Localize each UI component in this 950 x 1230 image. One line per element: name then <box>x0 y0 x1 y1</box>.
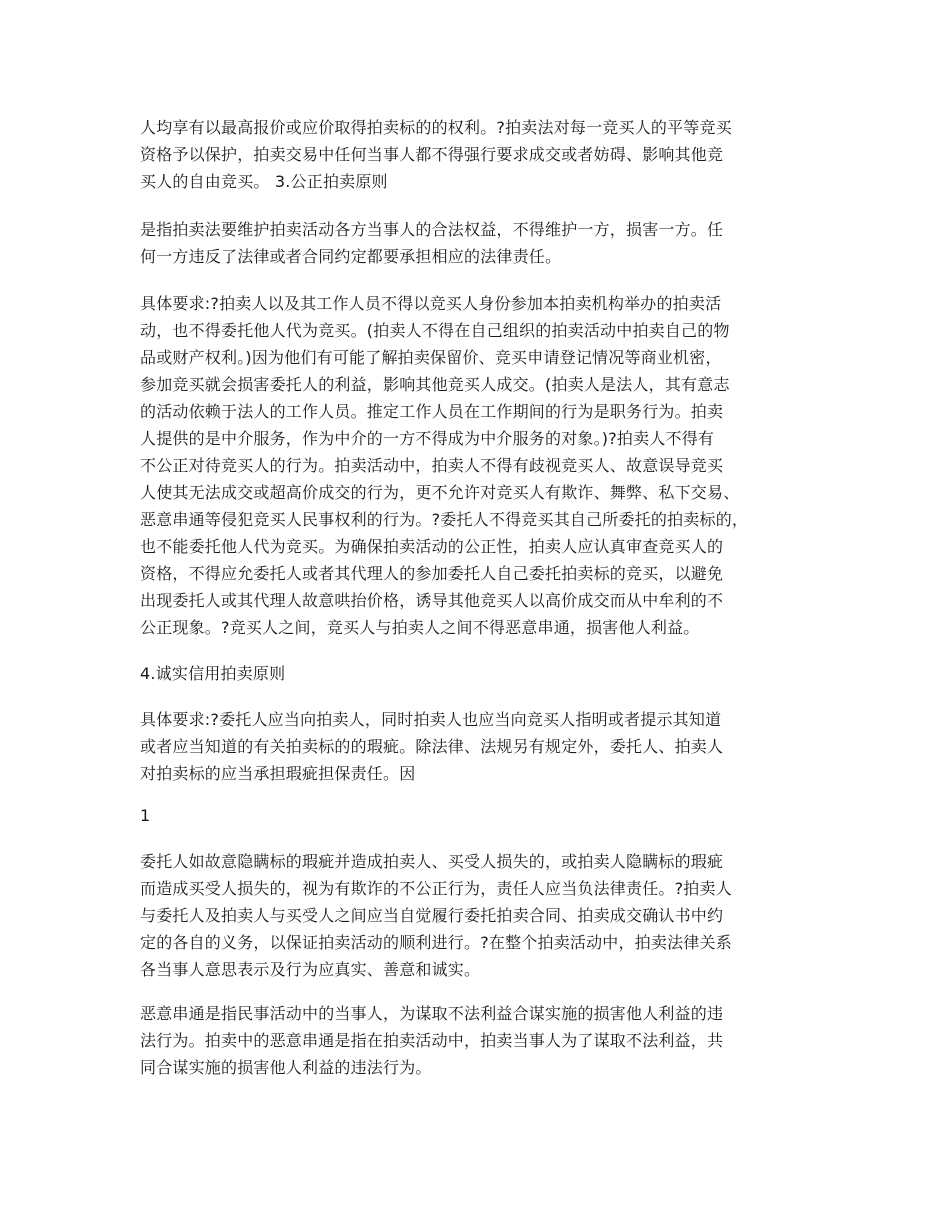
paragraph-concealment-liability <box>140 848 830 983</box>
text-line: 委托人如故意隐瞒标的瑕疵并造成拍卖人、买受人损失的，或拍卖人隐瞒标的瑕疵 <box>140 852 724 871</box>
text-line: 也不能委托他人代为竞买。为确保拍卖活动的公正性，拍卖人应认真审查竞买人的 <box>140 537 724 556</box>
text-line: 具体要求:?拍卖人以及其工作人员不得以竞买人身份参加本拍卖机构举办的拍卖活 <box>140 294 722 313</box>
section-heading-good-faith <box>140 660 830 687</box>
paragraph-fairness-definition <box>140 216 830 270</box>
text-line: 资格予以保护，拍卖交易中任何当事人都不得强行要求成交或者妨碍、影响其他竞 <box>140 145 724 164</box>
text-line: 具体要求:?委托人应当向拍卖人，同时拍卖人也应当向竞买人指明或者提示其知道 <box>140 710 722 729</box>
text-line: 恶意串通等侵犯竞买人民事权利的行为。?委托人不得竞买其自己所委托的拍卖标的， <box>140 510 749 529</box>
paragraph-fairness-requirements <box>140 290 830 641</box>
page-number-text: 1 <box>140 806 151 825</box>
text-line: 何一方违反了法律或者合同约定都要承担相应的法律责任。 <box>140 247 562 266</box>
text-line: 动，也不得委托他人代为竞买。(拍卖人不得在自己组织的拍卖活动中拍卖自己的物 <box>140 321 730 340</box>
text-line: 法行为。拍卖中的恶意串通是指在拍卖活动中，拍卖当事人为了谋取不法利益，共 <box>140 1031 724 1050</box>
text-line: 出现委托人或其代理人故意哄抬价格，诱导其他竞买人以高价成交而从中牟利的不 <box>140 591 724 610</box>
text-line: 同合谋实施的损害他人利益的违法行为。 <box>140 1058 432 1077</box>
text-line: 恶意串通是指民事活动中的当事人，为谋取不法利益合谋实施的损害他人利益的违 <box>140 1004 724 1023</box>
paragraph-collusion-definition <box>140 1000 830 1081</box>
page-number <box>140 802 830 829</box>
text-line: 或者应当知道的有关拍卖标的的瑕疵。除法律、法规另有规定外，委托人、拍卖人 <box>140 737 724 756</box>
paragraph-good-faith-requirements <box>140 706 830 787</box>
text-line: 各当事人意思表示及行为应真实、善意和诚实。 <box>140 960 481 979</box>
text-line: 是指拍卖法要维护拍卖活动各方当事人的合法权益，不得维护一方，损害一方。任 <box>140 220 724 239</box>
text-line: 的活动依赖于法人的工作人员。推定工作人员在工作期间的行为是职务行为。拍卖 <box>140 402 724 421</box>
text-line: 资格，不得应允委托人或者其代理人的参加委托人自己委托拍卖标的竞买，以避免 <box>140 564 724 583</box>
text-line: 公正现象。?竞买人之间，竞买人与拍卖人之间不得恶意串通，损害他人利益。 <box>140 618 700 637</box>
text-line: 品或财产权利。)因为他们有可能了解拍卖保留价、竞买申请登记情况等商业机密， <box>140 348 722 367</box>
text-line: 人提供的是中介服务，作为中介的一方不得成为中介服务的对象。)?拍卖人不得有 <box>140 429 715 448</box>
text-line: 对拍卖标的应当承担瑕疵担保责任。因 <box>140 764 416 783</box>
text-line: 不公正对待竞买人的行为。拍卖活动中，拍卖人不得有歧视竞买人、故意误导竞买 <box>140 456 724 475</box>
text-line: 参加竞买就会损害委托人的利益，影响其他竞买人成交。(拍卖人是法人，其有意志 <box>140 375 730 394</box>
text-line: 定的各自的义务，以保证拍卖活动的顺利进行。?在整个拍卖活动中，拍卖法律关系 <box>140 933 732 952</box>
text-line: 与委托人及拍卖人与买受人之间应当自觉履行委托拍卖合同、拍卖成交确认书中约 <box>140 906 724 925</box>
text-line: 人均享有以最高报价或应价取得拍卖标的的权利。?拍卖法对每一竞买人的平等竞买 <box>140 118 732 137</box>
text-line: 人使其无法成交或超高价成交的行为，更不允许对竞买人有欺诈、舞弊、私下交易、 <box>140 483 740 502</box>
text-line: 买人的自由竞买。 3.公正拍卖原则 <box>140 172 388 191</box>
section-heading: 4.诚实信用拍卖原则 <box>140 664 286 683</box>
paragraph-equal-bidding <box>140 114 830 195</box>
text-line: 而造成买受人损失的，视为有欺诈的不公正行为，责任人应当负法律责任。?拍卖人 <box>140 879 732 898</box>
